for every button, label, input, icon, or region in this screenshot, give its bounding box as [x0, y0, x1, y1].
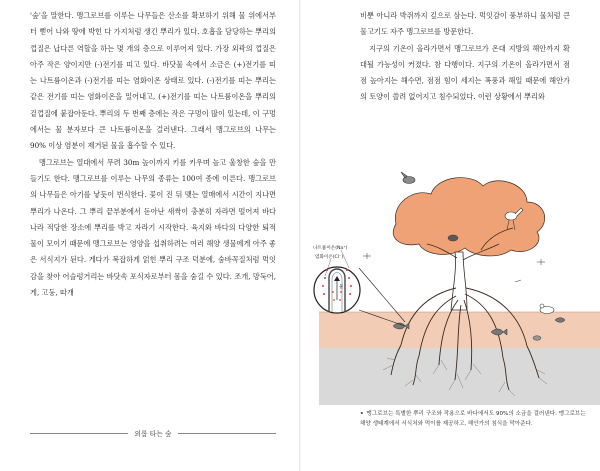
figure-caption — [360, 409, 590, 429]
caption-text: 맹그로브는 특별한 뿌리 구조와 작용으로 바다에서도 90%의 소금을 걸러낸다. 맹그로브는 해양 생태계에서 서식처와 먹이를 제공하고, 해안가의 침식을 막아준다. — [360, 411, 586, 427]
paragraph: 비뿐 아니라 박쥐까지 깊으로 삼는다. 먹잇감이 풍부하니 물처럼 큰 물고기도 자주 맹그로브를 방문한다. — [360, 11, 570, 37]
footer-rule — [30, 433, 128, 434]
paragraph: 지구의 기온이 올라가면서 맹그로브가 온대 지방의 해안까지 확대될 가능성이 커졌다. 참 다행이다. 지구의 기온이 올라가면서 점점 높아지는 해수면, 점점 힘이 세지는 폭풍과 해일 때문에 해안가의 토양이 쓸려 없어지고 침수되었다. 이런 상황에서 뿌리와 — [360, 43, 570, 102]
bird-flying-icon — [401, 172, 415, 184]
body-text — [360, 8, 570, 106]
ion-label-sodium: 나트륨이온(Na⁺) — [313, 246, 348, 251]
body-text — [30, 8, 276, 301]
running-footer — [30, 426, 276, 440]
caption-bullet: • — [360, 411, 364, 417]
water-label: 물 — [339, 285, 344, 290]
paragraph: 맹그로브는 열대에서 무려 30m 높이까지 키를 키우며 높고 울창한 숲을 만들기도 한다. 맹그로브를 이루는 나무의 종류는 100여 종에 이른다. 맹그로브의 나무들은 아기를 낳듯이 번식한다. 꽃이 진 뒤 맺는 열매에서 시간이 지나면 뿌리가 나온다. 그 뿌리 끝부분에서 돋아난 새싹이 충분히 자라면 떨어져 바다나라 적당한 장소에 뿌리를 박고 자라기 시작한다. 육지와 바다의 다양한 퇴적물이 모이기 때문에 맹그로브는 영양을 섭취하려는 여러 해양 생물에게 아주 좋은 서식지가 된다. 게다가 복잡하게 얽힌 뿌리 구조 덕분에, 숨바꼭질처럼 먹잇감을 찾아 어슬렁거리는 바닷속 포식자로부터 몸을 숨길 수 있다. 조개, 망둑어, 게, 고둥, 따개 — [30, 157, 276, 298]
duck-icon — [540, 304, 554, 314]
footer-title: 외롭 타는 숲 — [134, 430, 172, 438]
mangrove-illustration — [301, 160, 600, 405]
dragonfly-icon — [363, 253, 545, 282]
tree-canopy — [393, 178, 545, 256]
paragraph: '숲'을 말한다. 맹그로브를 이루는 나무들은 산소를 확보하기 위해 물 위에서부터 뻗어 나와 땅에 박힌 다 가지처럼 생긴 뿌리가 있다. 호흡을 담당하는 뿌리의 껍질은 납다른 역할을 하는 몇 개의 층으로 이루어져 있다. 가장 외곽의 껍질은 아주 작은 양이지만 (-)전기를 띠고 있다. 바닷물 속에서 소금은 (+)전기를 띠는 나트륨이온과 (-)전기를 띠는 염화이온 상태로 있다. (-)전기를 띠는 뿌리는 같은 전기를 띠는 염화이온을 밀어내고, (+)전기를 띠는 나트륨이온을 뿌리의 겉껍질에 붙잡아둔다. 뿌리의 두 번째 층에는 작은 구멍이 많이 있는데, 이 구멍에서는 물 분자보다 큰 나트륨이온을 걸러낸다. 그래서 맹그로브의 나무는 90% 이상 염분이 제거된 물을 흡수할 수 있다. — [30, 11, 276, 151]
crab-icon — [533, 336, 541, 340]
dark-bird-icon — [448, 235, 458, 241]
footer-rule — [178, 433, 276, 434]
ion-label-chloride: 염화이온(Cl⁻) — [315, 255, 344, 260]
right-page — [301, 0, 600, 471]
